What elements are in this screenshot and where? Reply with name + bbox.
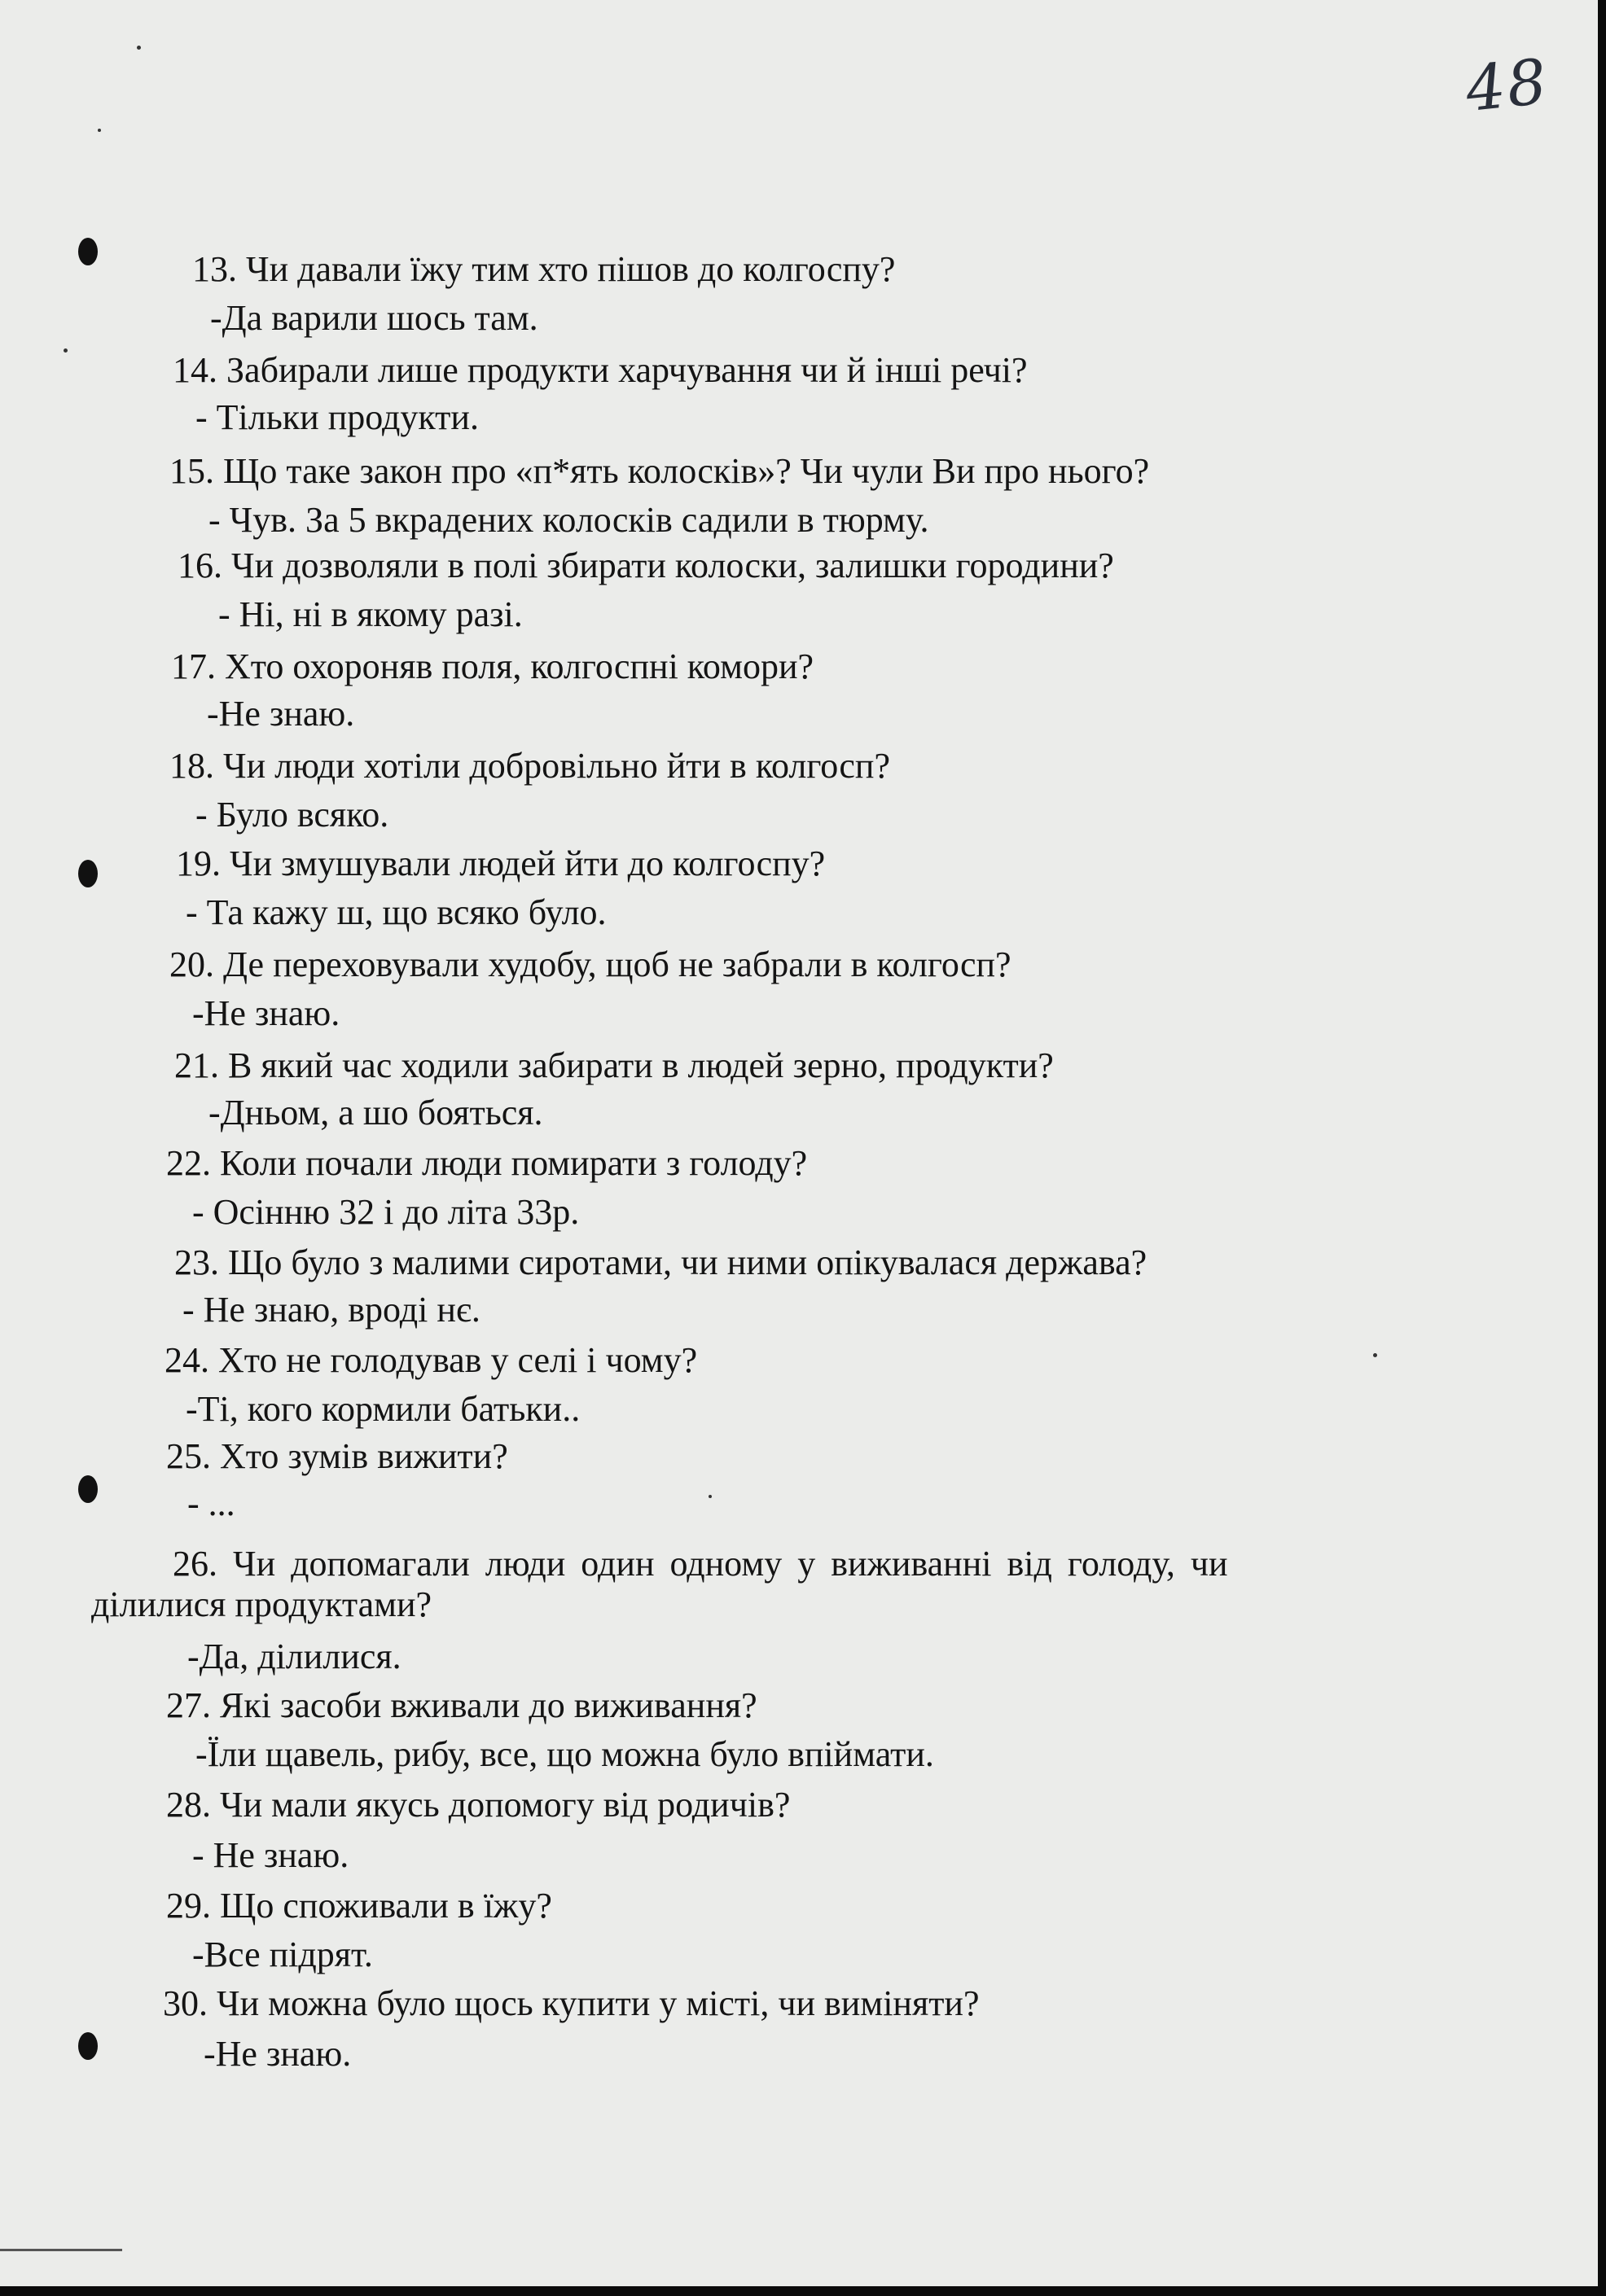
text-line: - Осінню 32 і до літа 33р. xyxy=(192,1192,580,1232)
scan-speck xyxy=(137,46,141,50)
text-line: -Да, ділилися. xyxy=(187,1637,402,1676)
text-line: - Та кажу ш, що всяко було. xyxy=(186,892,607,932)
punch-hole-lower-middle xyxy=(78,1475,98,1503)
text-line: 15. Що таке закон про «п*ять колосків»? Чи чули Ви про нього? xyxy=(169,451,1150,491)
text-line: - Не знаю. xyxy=(192,1835,349,1875)
text-line: ділилися продуктами? xyxy=(91,1584,432,1624)
text-line: -Їли щавель, рибу, все, що можна було впіймати. xyxy=(195,1734,934,1774)
punch-hole-bottom xyxy=(78,2032,98,2060)
text-line: -Не знаю. xyxy=(192,993,340,1033)
scan-speck xyxy=(98,129,101,132)
text-line: - ... xyxy=(187,1483,235,1523)
text-line: 14. Забирали лише продукти харчування чи й інші речі? xyxy=(173,350,1028,390)
text-line: 26. Чи допомагали люди один одному у виживанні від голоду, чи xyxy=(173,1544,1228,1584)
text-line: 21. В який час ходили забирати в людей зерно, продукти? xyxy=(174,1045,1054,1085)
text-line: 29. Що споживали в їжу? xyxy=(166,1886,552,1926)
text-line: -Ті, кого кормили батьки.. xyxy=(186,1389,581,1429)
text-line: 27. Які засоби вживали до виживання? xyxy=(166,1685,757,1725)
page-number: 48 xyxy=(1462,44,1552,126)
punch-hole-upper-middle xyxy=(78,860,98,887)
text-line: -Да варили шось там. xyxy=(210,298,538,338)
text-line: 13. Чи давали їжу тим хто пішов до колгоспу? xyxy=(192,249,896,289)
text-line: - Тільки продукти. xyxy=(195,397,479,437)
text-line: 16. Чи дозволяли в полі збирати колоски, залишки городини? xyxy=(178,546,1114,585)
text-line: 25. Хто зумів вижити? xyxy=(166,1436,508,1476)
text-line: 30. Чи можна було щось купити у місті, чи виміняти? xyxy=(163,1983,980,2023)
text-line: 23. Що було з малими сиротами, чи ними опікувалася держава? xyxy=(174,1242,1147,1282)
text-line: 18. Чи люди хотіли добровільно йти в колгосп? xyxy=(169,746,890,786)
text-line: - Ні, ні в якому разі. xyxy=(218,594,523,634)
text-line: 24. Хто не голодував у селі і чому? xyxy=(165,1340,698,1380)
punch-hole-top xyxy=(78,238,98,265)
text-line: 17. Хто охороняв поля, колгоспні комори? xyxy=(171,646,814,686)
text-line: 28. Чи мали якусь допомогу від родичів? xyxy=(166,1785,791,1825)
text-line: 20. Де переховували худобу, щоб не забрали в колгосп? xyxy=(169,944,1011,984)
text-line: - Було всяко. xyxy=(195,795,389,835)
text-line: -Дньом, а шо бояться. xyxy=(208,1093,543,1133)
text-line: - Чув. За 5 вкрадених колосків садили в тюрму. xyxy=(208,500,929,540)
text-line: 22. Коли почали люди помирати з голоду? xyxy=(166,1143,808,1183)
text-line: -Все підрят. xyxy=(192,1935,373,1974)
scan-speck xyxy=(64,348,68,353)
text-line: -Не знаю. xyxy=(204,2034,352,2074)
text-line: -Не знаю. xyxy=(207,694,355,734)
bottom-edge-mark xyxy=(0,2249,122,2251)
text-line: 19. Чи змушували людей йти до колгоспу? xyxy=(176,843,826,883)
text-line: - Не знаю, вроді нє. xyxy=(182,1290,480,1330)
